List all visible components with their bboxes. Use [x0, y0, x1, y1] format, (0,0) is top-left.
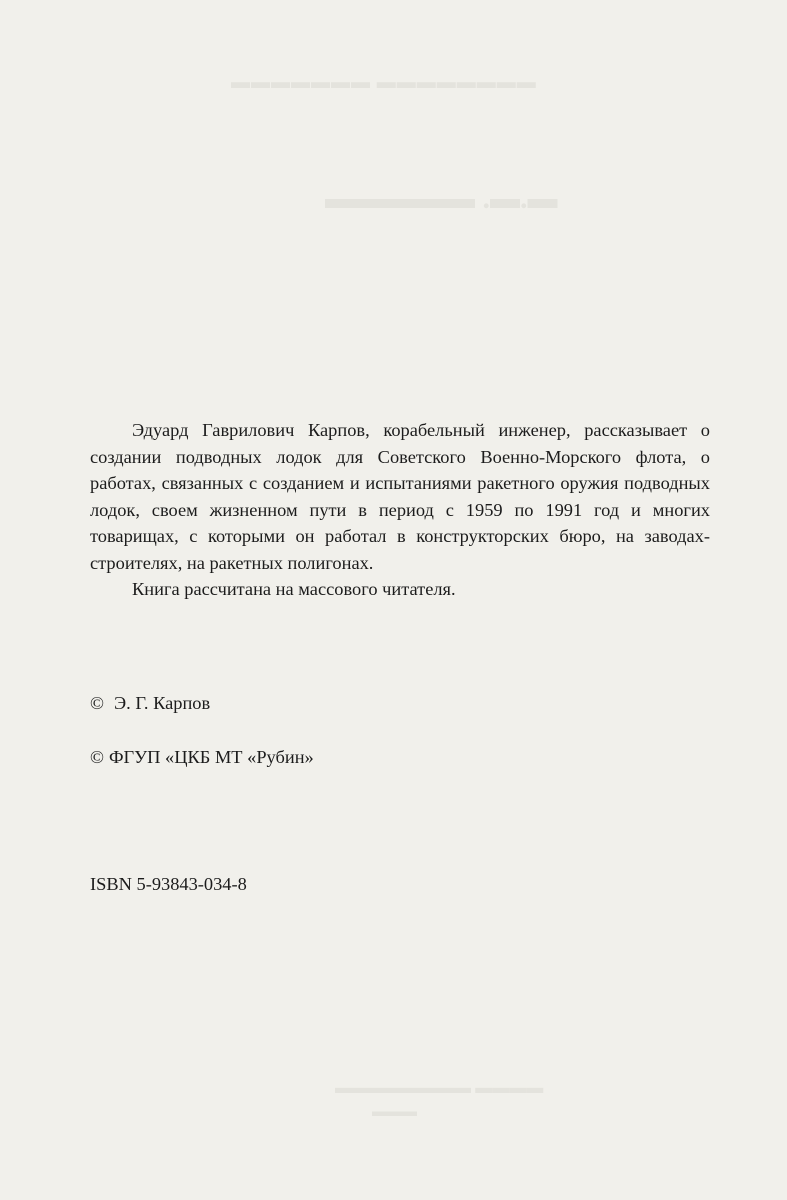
isbn: ISBN 5-93843-034-8 — [90, 874, 247, 894]
annotation-paragraph: Книга рассчитана на массового читателя. — [132, 579, 456, 599]
copyright-symbol: © — [90, 693, 104, 713]
show-through-text: ▬▬▬▬ ▬▬▬▬▬▬▬▬ — [335, 1078, 544, 1097]
copyright-line — [90, 745, 314, 769]
show-through-text: ▬▬▬ — [372, 1104, 417, 1120]
copyright-symbol: © — [90, 747, 104, 767]
copyright-holder: Э. Г. Карпов — [113, 693, 211, 713]
show-through-text: ▬▬▬▬▬▬▬▬ ▬▬▬▬▬▬▬ — [230, 72, 536, 93]
show-through-text: ▬.▬. ▬▬▬▬▬ — [325, 182, 558, 215]
book-annotation — [90, 417, 710, 603]
annotation-paragraph: Эдуард Гаврилович Карпов, корабельный инженер, рассказывает о создании подводных лодок для Советского Военно-Морского флота, о работах, связанных с созданием и испытаниями ракетного оружия подводных лодок, своем жизненном пути в период с 1959 по 1991 год и многих товарищах, с которыми он работал в конструкторских бюро, на заводах-строителях, на ракетных полигонах. — [90, 420, 710, 573]
copyright-line — [90, 691, 210, 715]
copyright-holder: ФГУП «ЦКБ МТ «Рубин» — [108, 747, 314, 767]
